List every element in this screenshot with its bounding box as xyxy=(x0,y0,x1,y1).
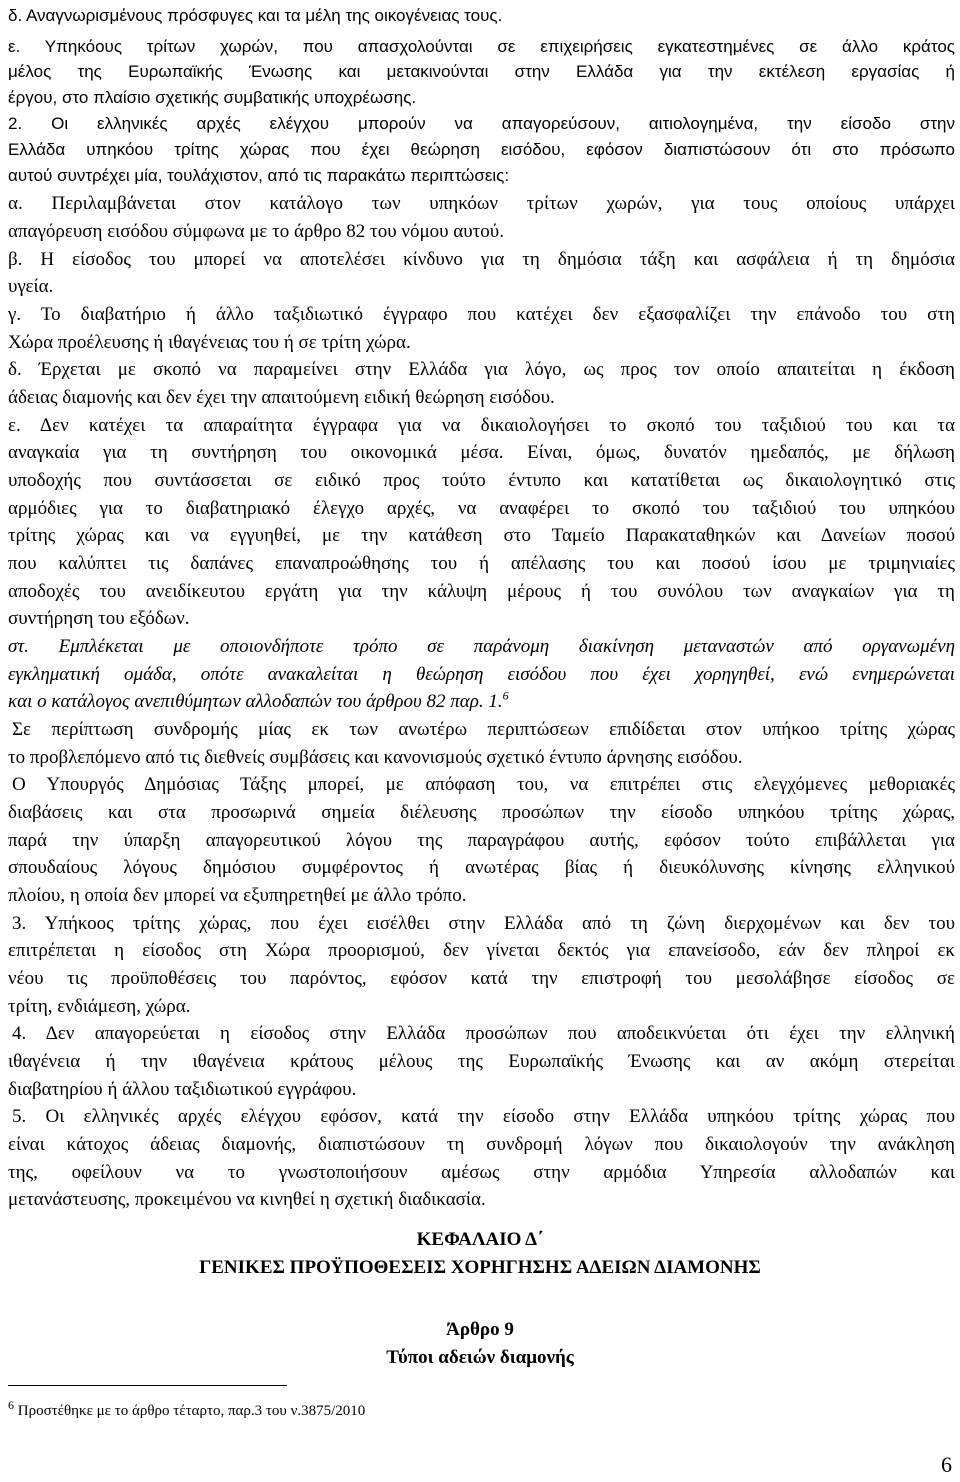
text-line: διαβατηρίου ή άλλου ταξιδιωτικού εγγράφου. xyxy=(8,1079,357,1100)
text-line: β. Η είσοδος του μπορεί να αποτελέσει κίνδυνο για τη δημόσια τάξη και ασφάλεια ή τη δημόσια xyxy=(8,249,955,270)
footnote-text: Προστέθηκε με το άρθρο τέταρτο, παρ.3 του ν.3875/2010 xyxy=(14,1403,366,1419)
footnote-number: 6 xyxy=(8,1398,14,1412)
text-line: δ. Έρχεται με σκοπό να παραμείνει στην Ελλάδα για λόγο, ως προς τον οποίο απαιτείται η έκδοση xyxy=(8,359,955,380)
text-line: ε. Υπηκόους τρίτων χωρών, που απασχολούνται σε επιχειρήσεις εγκατεστημένες σε άλλο κράτος xyxy=(8,37,955,56)
text-line: της, οφείλουν να το γνωστοποιήσουν αμέσως στην αρμόδια Υπηρεσία αλλοδαπών και xyxy=(8,1162,955,1183)
text-line: α. Περιλαμβάνεται στον κατάλογο των υπηκόων τρίτων χωρών, για τους οποίους υπάρχει xyxy=(8,193,955,214)
text-line: τρίτη, ενδιάμεση, χώρα. xyxy=(8,996,191,1017)
text-line: 4. Δεν απαγορεύεται η είσοδος στην Ελλάδα προσώπων που αποδεικνύεται ότι έχει την ελληνική xyxy=(12,1023,955,1044)
footnote-divider xyxy=(8,1385,287,1386)
text-line: είναι κάτοχος άδειας διαμονής, διαπιστώσουν τη συνδρομή λόγων που δικαιολογούν την ανάκληση xyxy=(8,1134,955,1155)
text-line: 3. Υπήκοος τρίτης χώρας, που έχει εισέλθει στην Ελλάδα από τη ζώνη διερχομένων και δεν του xyxy=(12,913,955,934)
text-line: συντήρηση του εξόδων. xyxy=(8,608,190,629)
text-line: επιτρέπεται η είσοδος στη Χώρα προορισμού, δεν γίνεται δεκτός για επανείσοδο, εάν δεν πληροί εκ xyxy=(8,940,955,961)
text-line: μετανάστευσης, προκειμένου να κινηθεί η σχετική διαδικασία. xyxy=(8,1189,486,1210)
text-line: τρίτης χώρας και να εγγυηθεί, με την κατάθεση στο Ταμείο Παρακαταθηκών και Δανείων ποσού xyxy=(8,525,955,546)
article-title: Άρθρο 9 xyxy=(446,1319,514,1340)
page-number: 6 xyxy=(941,1452,952,1477)
footnote-reference[interactable]: 6 xyxy=(502,688,509,703)
text-line: υγεία. xyxy=(8,276,54,297)
text-line: 5. Οι ελληνικές αρχές ελέγχου εφόσον, κατά την είσοδο στην Ελλάδα υπηκόου τρίτης χώρας που xyxy=(12,1106,955,1127)
chapter-title: ΚΕΦΑΛΑΙΟ Δ΄ xyxy=(416,1229,544,1250)
text-line: αποδοχές του ανειδίκευτου εργάτη για την κάλυψη μέρους ή του συνόλου των αναγκαίων για τη xyxy=(8,581,955,602)
text-line: που καλύπτει τις δαπάνες επαναπροώθησης του ή απέλασης του και ποσού ίσου με τριμηνιαίες xyxy=(8,553,955,574)
text-line: έργου, στο πλαίσιο σχετικής συμβατικής υποχρέωσης. xyxy=(8,88,417,107)
text-line: Σε περίπτωση συνδρομής μίας εκ των ανωτέρω περιπτώσεων επιδίδεται στον υπήκοο τρίτης χώρας xyxy=(12,719,955,740)
text-line: διαβάσεις και στα προσωρινά σημεία διέλευσης προσώπων την είσοδο υπηκόου τρίτης χώρας, xyxy=(8,802,955,823)
chapter-subtitle: ΓΕΝΙΚΕΣ ΠΡΟΫΠΟΘΕΣΕΙΣ ΧΟΡΗΓΗΣΗΣ ΑΔΕΙΩΝ ΔΙΑΜΟΝΗΣ xyxy=(199,1257,761,1278)
text-line: αρμόδιες για το διαβατηριακό έλεγχο αρχές, να αναφέρει το σκοπό του ταξιδιού του υπηκόου xyxy=(8,498,955,519)
text-line: ε. Δεν κατέχει τα απαραίτητα έγγραφα για να δικαιολογήσει το σκοπό του ταξιδιού του και τα xyxy=(8,415,955,436)
text-line: Ο Υπουργός Δημόσιας Τάξης μπορεί, με απόφαση του, να επιτρέπει στις ελεγχόμενες μεθοριακές xyxy=(12,774,955,795)
text-line: παρά την ύπαρξη απαγορευτικού λόγου της παραγράφου αυτής, εφόσον τούτο επιβάλλεται για xyxy=(8,830,955,851)
text-line: υποδοχής που συντάσσεται σε ειδικό προς τούτο έντυπο και κατατίθεται ως δικαιολογητικό στις xyxy=(8,470,955,491)
text-line: γ. Το διαβατήριο ή άλλο ταξιδιωτικό έγγραφο που κατέχει δεν εξασφαλίζει την επάνοδο του στη xyxy=(8,304,955,325)
text-line: πλοίου, η οποία δεν μπορεί να εξυπηρετηθεί με άλλο τρόπο. xyxy=(8,885,467,906)
text-line: μέλος της Ευρωπαϊκής Ένωσης και μετακινούνται στην Ελλάδα για την εκτέλεση εργασίας ή xyxy=(8,62,955,81)
text-line: στ. Εμπλέκεται με οποιονδήποτε τρόπο σε παράνομη διακίνηση μεταναστών από οργανωμένη xyxy=(8,636,955,657)
text-line: αναγκαία για τη συντήρηση του οικονομικά μέσα. Είναι, όμως, δυνατόν ημεδαπός, με δήλωση xyxy=(8,442,955,463)
text-line: άδειας διαμονής και δεν έχει την απαιτούμενη ειδική θεώρηση εισόδου. xyxy=(8,387,555,408)
text-line: 2. Οι ελληνικές αρχές ελέγχου μπορούν να απαγορεύσουν, αιτιολογημένα, την είσοδο στην xyxy=(8,114,955,133)
text-line: Ελλάδα υπηκόου τρίτης χώρας που έχει θεώρηση εισόδου, εφόσον διαπιστώσουν ότι στο πρόσωπο xyxy=(8,140,955,159)
text-line-content: και ο κατάλογος ανεπιθύμητων αλλοδαπών του άρθρου 82 παρ. 1. xyxy=(8,691,503,712)
text-line: Χώρα προέλευσης ή ιθαγένειας του ή σε τρίτη χώρα. xyxy=(8,332,411,353)
text-line: το προβλεπόμενο από τις διεθνείς συμβάσεις και κανονισμούς σχετικό έντυπο άρνησης εισόδου. xyxy=(8,747,743,768)
text-line: δ. Αναγνωρισμένους πρόσφυγες και τα μέλη της οικογένειας τους. xyxy=(8,6,503,25)
text-line: απαγόρευση εισόδου σύμφωνα με το άρθρο 82 του νόμου αυτού. xyxy=(8,221,504,242)
text-line: εγκληματική ομάδα, οπότε ανακαλείται η θεώρηση εισόδου που έχει χορηγηθεί, ενώ ενημερώνεται xyxy=(8,664,955,685)
text-line xyxy=(8,690,955,714)
text-line: ιθαγένεια ή την ιθαγένεια κράτους μέλους της Ευρωπαϊκής Ένωσης και αν ακόμη στερείται xyxy=(8,1051,955,1072)
text-line: σπουδαίους λόγους δημόσιου συμφέροντος ή ανωτέρας βίας ή διευκόλυνσης κίνησης ελληνικού xyxy=(8,857,955,878)
footnote xyxy=(8,1398,366,1421)
text-line: αυτού συντρέχει μία, τουλάχιστον, από τις παρακάτω περιπτώσεις: xyxy=(8,166,510,185)
text-line: νέου τις προϋποθέσεις του παρόντος, εφόσον κατά την επιστροφή του μεσολάβησε είσοδος σε xyxy=(8,968,955,989)
article-subtitle: Τύποι αδειών διαμονής xyxy=(386,1347,574,1368)
